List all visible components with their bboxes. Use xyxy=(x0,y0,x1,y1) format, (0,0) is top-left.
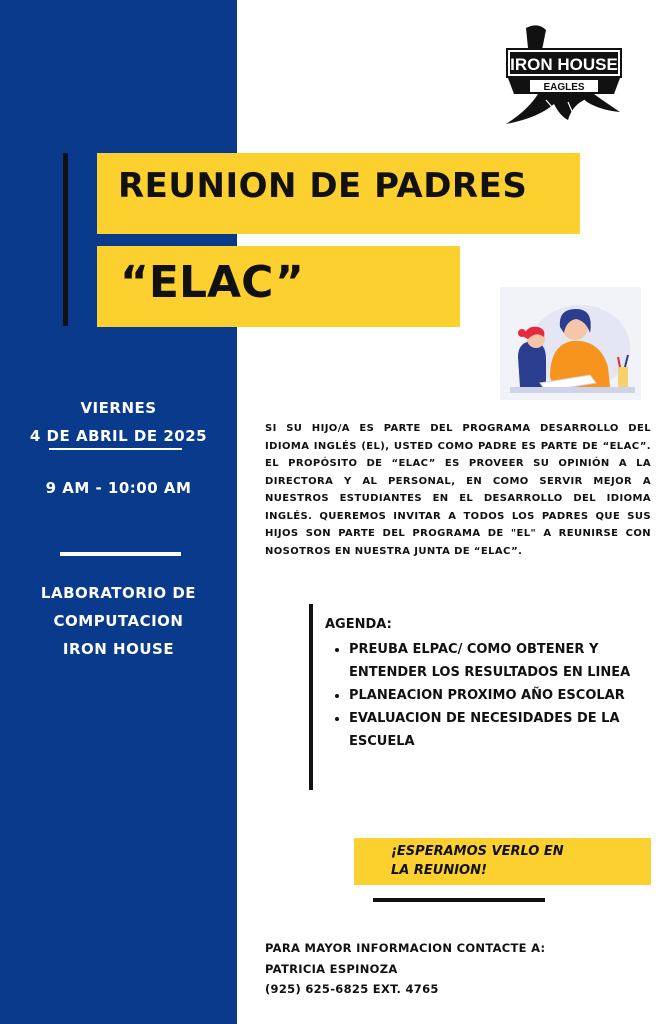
date-underline xyxy=(49,448,182,450)
contact-heading: PARA MAYOR INFORMACION CONTACTE A: xyxy=(265,941,546,955)
contact-name: PATRICIA ESPINOZA xyxy=(265,961,398,976)
sidebar-divider xyxy=(60,552,181,556)
event-description: SI SU HIJO/A ES PARTE DEL PROGRAMA DESARROLLO DEL IDIOMA INGLÉS (EL), USTED COMO PADRE ES PARTE DE “ELAC”. EL PROPÓSITO DE “ELAC” ES PROVEER SU OPINIÓN A LA DIRECTORA Y AL PERSONAL, EN COMO SERVIR MEJOR A NUESTROS ESTUDIANTES EN EL DESARROLLO DEL IDIOMA INGLÉS. QUEREMOS INVITAR A TODOS LOS PADRES QUE SUS HIJOS SON PARTE DEL PROGRAMA DE "EL" A REUNIRSE CON NOSOTROS EN NUESTRA JUNTA DE “ELAC”. xyxy=(265,423,651,557)
event-time: 9 AM - 10:00 AM xyxy=(45,479,192,497)
logo-text-main: IRON HOUSE xyxy=(510,55,618,74)
agenda-list xyxy=(325,638,645,753)
contact-phone: (925) 625-6825 EXT. 4765 xyxy=(265,982,439,996)
location-line-2: COMPUTACION xyxy=(53,612,184,630)
contact-info xyxy=(265,938,545,1000)
agenda-item: • PREUBA ELPAC/ COMO OBTENER Y ENTENDER LOS RESULTADOS EN LINEA xyxy=(349,638,645,684)
agenda-item: • PLANEACION PROXIMO AÑO ESCOLAR xyxy=(349,684,645,707)
location-line-3: IRON HOUSE xyxy=(62,640,175,658)
logo-text-eagles: EAGLES xyxy=(543,82,585,93)
parent-child-study-illustration xyxy=(500,287,641,400)
agenda-section xyxy=(325,617,645,753)
cta-message: ¡ESPERAMOS VERLO EN LA REUNION! xyxy=(391,844,564,878)
iron-house-eagles-logo xyxy=(498,20,628,130)
event-day: VIERNES xyxy=(80,399,157,417)
agenda-title: AGENDA: xyxy=(325,617,392,632)
location-line-1: LABORATORIO DE xyxy=(40,584,197,602)
page-title: REUNION DE PADRES xyxy=(118,166,528,206)
event-date-text: 4 DE ABRIL DE 2025 xyxy=(29,427,208,445)
agenda-accent-bar xyxy=(309,604,313,790)
title-accent-bar xyxy=(63,153,68,326)
page-subtitle: “ELAC” xyxy=(120,257,304,308)
agenda-item: • EVALUACION DE NECESIDADES DE LA ESCUELA xyxy=(349,707,645,753)
event-date xyxy=(0,427,237,445)
cta-underline xyxy=(373,898,545,902)
